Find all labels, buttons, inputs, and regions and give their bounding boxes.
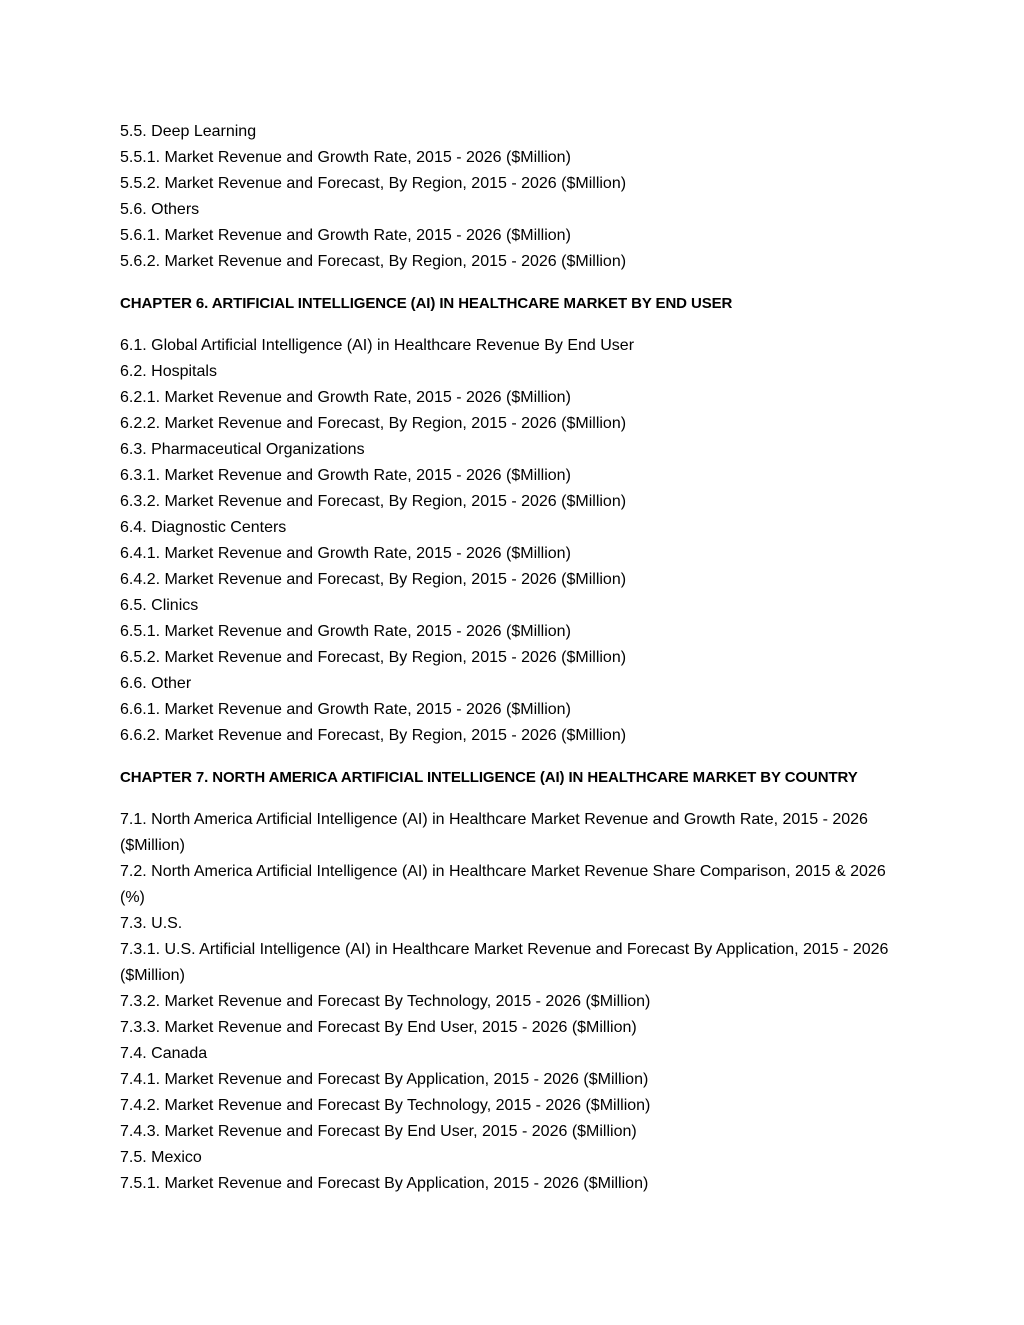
toc-entry: 5.6.2. Market Revenue and Forecast, By Region, 2015 - 2026 ($Million): [120, 253, 627, 270]
toc-section-chapter-6: [120, 291, 900, 749]
toc-entry: 6.6.1. Market Revenue and Growth Rate, 2015 - 2026 ($Million): [120, 701, 571, 718]
toc-section-chapter-5-continued: [120, 119, 900, 275]
toc-entry: 7.2. North America Artificial Intelligence (AI) in Healthcare Market Revenue Share Comparison, 2015 & 2026 (%): [120, 863, 886, 906]
toc-entry: 6.4.2. Market Revenue and Forecast, By Region, 2015 - 2026 ($Million): [120, 571, 627, 588]
toc-entry: 6.6. Other: [120, 675, 192, 692]
toc-entry: 6.5.1. Market Revenue and Growth Rate, 2015 - 2026 ($Million): [120, 623, 571, 640]
toc-entry: 5.6.1. Market Revenue and Growth Rate, 2015 - 2026 ($Million): [120, 227, 571, 244]
document-page: [120, 119, 900, 1197]
toc-entry: 7.4.3. Market Revenue and Forecast By End User, 2015 - 2026 ($Million): [120, 1123, 637, 1140]
toc-entry: 7.3.2. Market Revenue and Forecast By Technology, 2015 - 2026 ($Million): [120, 993, 651, 1010]
toc-entry: 7.4.1. Market Revenue and Forecast By Application, 2015 - 2026 ($Million): [120, 1071, 649, 1088]
toc-entry: 6.2.1. Market Revenue and Growth Rate, 2015 - 2026 ($Million): [120, 389, 571, 406]
toc-entry: 6.3.1. Market Revenue and Growth Rate, 2015 - 2026 ($Million): [120, 467, 571, 484]
toc-entry: 7.5. Mexico: [120, 1149, 202, 1166]
toc-entry: 7.3.1. U.S. Artificial Intelligence (AI) in Healthcare Market Revenue and Forecast By Application, 2015 - 2026 ($Million): [120, 941, 889, 984]
toc-entry: 6.4. Diagnostic Centers: [120, 519, 287, 536]
toc-entry: 6.5.2. Market Revenue and Forecast, By Region, 2015 - 2026 ($Million): [120, 649, 627, 666]
toc-entry: 6.1. Global Artificial Intelligence (AI) in Healthcare Revenue By End User: [120, 337, 635, 354]
toc-entry: 6.4.1. Market Revenue and Growth Rate, 2015 - 2026 ($Million): [120, 545, 571, 562]
toc-entry: 7.4. Canada: [120, 1045, 208, 1062]
toc-entry: 6.5. Clinics: [120, 597, 199, 614]
toc-entry: 7.1. North America Artificial Intelligence (AI) in Healthcare Market Revenue and Growth Rate, 2015 - 2026 ($Million): [120, 811, 868, 854]
toc-entry: 5.5.2. Market Revenue and Forecast, By Region, 2015 - 2026 ($Million): [120, 175, 627, 192]
toc-entry: 5.5. Deep Learning: [120, 123, 257, 140]
toc-entry: 5.5.1. Market Revenue and Growth Rate, 2015 - 2026 ($Million): [120, 149, 571, 166]
toc-entry: 7.3. U.S.: [120, 915, 183, 932]
chapter-heading: CHAPTER 7. NORTH AMERICA ARTIFICIAL INTELLIGENCE (AI) IN HEALTHCARE MARKET BY COUNTRY: [120, 769, 858, 786]
toc-section-chapter-7: [120, 765, 900, 1197]
toc-entry: 7.3.3. Market Revenue and Forecast By End User, 2015 - 2026 ($Million): [120, 1019, 637, 1036]
toc-entry: 6.3.2. Market Revenue and Forecast, By Region, 2015 - 2026 ($Million): [120, 493, 627, 510]
toc-entry: 7.5.1. Market Revenue and Forecast By Application, 2015 - 2026 ($Million): [120, 1175, 649, 1192]
toc-entry: 5.6. Others: [120, 201, 200, 218]
toc-entry: 6.2. Hospitals: [120, 363, 217, 380]
toc-entry: 6.6.2. Market Revenue and Forecast, By Region, 2015 - 2026 ($Million): [120, 727, 627, 744]
toc-entry: 7.4.2. Market Revenue and Forecast By Technology, 2015 - 2026 ($Million): [120, 1097, 651, 1114]
toc-entry: 6.2.2. Market Revenue and Forecast, By Region, 2015 - 2026 ($Million): [120, 415, 627, 432]
chapter-heading: CHAPTER 6. ARTIFICIAL INTELLIGENCE (AI) IN HEALTHCARE MARKET BY END USER: [120, 295, 733, 312]
toc-entry: 6.3. Pharmaceutical Organizations: [120, 441, 365, 458]
